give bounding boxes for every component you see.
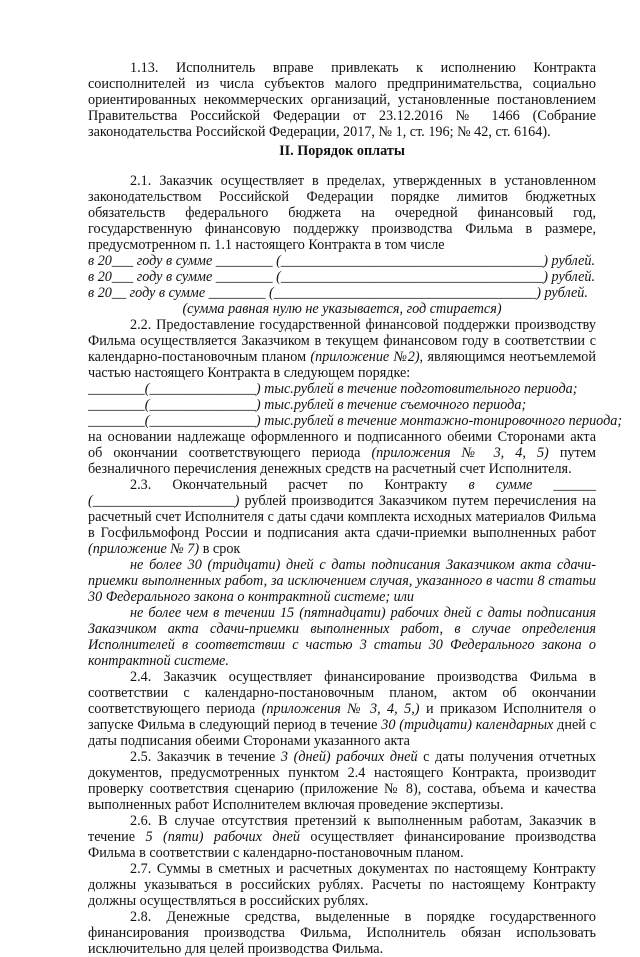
text: 2.2. Предоставление государственной финансовой поддержки производству Фильма осуществляется Заказчиком в текущем финансовом году в соответствии с календарно-постановочным планом [88,317,596,365]
text: рублей производится Заказчиком путем перечисления на расчетный счет Исполнителя с даты сдачи комплекта исходных материалов Фильма в Госфильмофонд России и подписания акта сдачи-приемки выполненных работ [88,493,596,541]
clause-1-13: 1.13. Исполнитель вправе привлекать к исполнению Контракта соисполнителей из числа субъектов малого предпринимательства, социально ориентированных некоммерческих организаций, установленные постановлением Правительства Российской Федерации от 23.12.2016 № 1466 (Собрание законодательства Российской Федерации, 2017, № 1, ст. 196; № 42, ст. 6164). [88,60,596,140]
clause-2-5 [88,749,596,813]
text-italic: 5 (пяти) рабочих дней [145,829,300,845]
text-italic: (приложение № 7) [88,541,200,557]
section-title: II. Порядок оплаты [279,143,405,159]
text-italic: в сумме ______ (____________________) [88,477,596,509]
text: 2.4. Заказчик осуществляет финансирование производства Фильма в соответствии с календарно-постановочным планом, актом об окончании соответствующего периода [88,669,596,717]
clause-2-7: 2.7. Суммы в сметных и расчетных документах по настоящему Контракту должны указываться в российских рублях. Расчеты по настоящему Контракту должны осуществляться в российских рублях. [88,861,596,909]
period-line-3: ________(_______________) тыс.рублей в течение монтажно-тонировочного периода; [88,413,623,429]
text-italic: не более 30 (тридцати) дней с даты подписания Заказчиком акта сдачи-приемки выполненных работ, за исключением случая, указанного в части 8 статьи 30 Федерального закона о контрактной системе; или [88,557,596,605]
clause-2-3-option-2 [88,605,596,669]
clause-2-3-option-1 [88,557,596,605]
clause-2-6 [88,813,596,861]
text: путем безналичного перечисления денежных средств на расчетный счет Исполнителя. [88,445,596,477]
text-italic: (приложения № 3, 4, 5,) [261,701,420,717]
text: являющимся неотъемлемой частью настоящего Контракта в следующем порядке: [88,349,596,381]
text-italic: 3 (дней) рабочих дней [280,749,418,765]
year-amount-line-1: в 20___ году в сумме ________ (_____________________________________) рублей. [88,253,596,269]
clause-2-1: 2.1. Заказчик осуществляет в пределах, утвержденных в установленном законодательством Российской Федерации порядке лимитов бюджетных обязательств федерального бюджета на очередной финансовый год, государственную финансовую поддержку производства Фильма в размере, предусмотренном п. 1.1 настоящего Контракта в том числе [88,173,596,253]
year-amount-line-2: в 20___ году в сумме ________ (_____________________________________) рублей. [88,269,596,285]
text: 2.6. В случае отсутствия претензий к выполненным работам, Заказчик в течение [88,813,596,845]
clause-2-2-tail [88,429,596,477]
document-page [88,60,623,957]
text-italic: (приложение №2), [310,349,424,365]
period-line-1: ________(_______________) тыс.рублей в течение подготовительного периода; [88,381,578,397]
text: дней с даты подписания обеими Сторонами указанного акта [88,717,596,749]
text: 2.5. Заказчик в течение [130,749,281,765]
text: и приказом Исполнителя о запуске Фильма в следующий период в течение [88,701,596,733]
text: в срок [199,541,241,557]
clause-2-2 [88,317,596,381]
text: 2.3. Окончательный расчет по Контракту [130,477,469,493]
text: осуществляет финансирование производства Фильма в соответствии с календарно-постановочным планом. [88,829,597,861]
text-italic: 30 (тридцати) календарных [381,717,554,733]
text-italic: (приложения № 3, 4, 5) [371,445,549,461]
text-italic: не более чем в течении 15 (пятнадцати) рабочих дней с даты подписания Заказчиком акта сдачи-приемки выполненных работ, в случае определения Исполнителей в соответствии с частью 3 статьи 30 Федерального закона о контрактной системе. [88,605,596,669]
text: с даты получения отчетных документов, предусмотренных пунктом 2.4 настоящего Контракта, производит проверку соответствия сценарию (приложение № 8), состава, объема и качества выполненных работ Исполнителем включая проведение экспертизы. [88,749,597,813]
text: на основании надлежаще оформленного и подписанного обеими Сторонами акта об окончании соответствующего периода [88,429,596,461]
year-amount-note: (сумма равная нулю не указывается, год стирается) [182,301,502,317]
year-amount-line-3: в 20__ году в сумме ________ (_____________________________________) рублей. [88,285,588,301]
clause-2-3 [88,477,596,557]
clause-2-8: 2.8. Денежные средства, выделенные в порядке государственного финансирования производства Фильма, Исполнитель обязан использовать исключительно для целей производства Фильма. [88,909,596,957]
period-line-2: ________(_______________) тыс.рублей в течение съемочного периода; [88,397,527,413]
clause-2-4 [88,669,596,749]
